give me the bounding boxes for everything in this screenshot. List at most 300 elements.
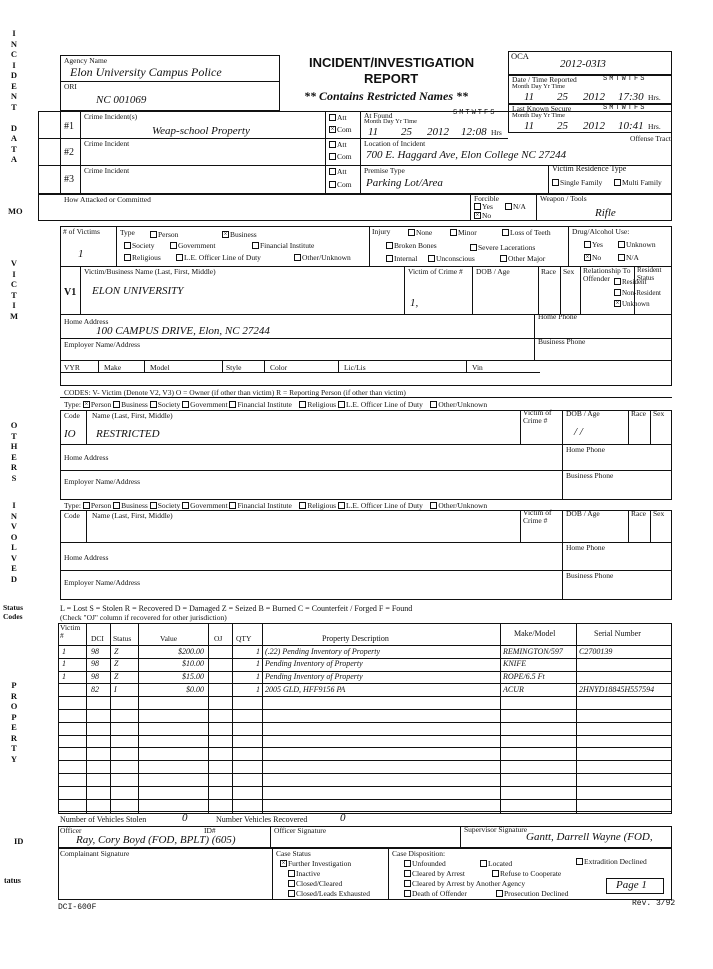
prop-cell-make: REMINGTON/597 bbox=[503, 646, 563, 656]
side-label-status: tatus bbox=[4, 876, 21, 885]
others-section bbox=[60, 410, 672, 500]
injury-teeth-label: Loss of Teeth bbox=[510, 228, 551, 237]
drug-unknown-label: Unknown bbox=[626, 240, 656, 249]
involved-dob-label: DOB / Age bbox=[566, 509, 600, 518]
involved-religious-label: Religious bbox=[307, 501, 337, 510]
crime1-com-label: Com bbox=[337, 125, 352, 134]
involved-government-label: Government bbox=[190, 501, 228, 510]
victim-business-checkbox[interactable]: × bbox=[223, 231, 228, 238]
involved-section bbox=[60, 510, 672, 600]
crime1-att-checkbox[interactable] bbox=[329, 114, 336, 121]
reported-mdy-label: Month Day Yr Time bbox=[512, 83, 566, 90]
weapon-value: Rifle bbox=[595, 207, 616, 219]
prop-header-qty: QTY bbox=[236, 634, 252, 643]
num-victims-label: # of Victims bbox=[63, 227, 100, 236]
victim-line-2 bbox=[60, 314, 672, 315]
victim-rel-col bbox=[580, 266, 581, 314]
injury-lacerations-label: Severe Lacerations bbox=[478, 243, 536, 252]
form-number: DCI-600F bbox=[58, 903, 97, 912]
victim-drug-col bbox=[568, 226, 569, 266]
located-label: Located bbox=[488, 859, 513, 868]
officer-label: Officer bbox=[60, 826, 82, 835]
victim-race-label: Race bbox=[541, 267, 556, 276]
victim-dob-col bbox=[472, 266, 473, 314]
victim-injury-col bbox=[369, 226, 370, 266]
crime2-com-checkbox[interactable] bbox=[329, 153, 336, 160]
victim-religious-label: Religious bbox=[132, 253, 161, 262]
premise-value: Parking Lot/Area bbox=[366, 177, 443, 189]
secure-year: 2012 bbox=[583, 120, 605, 132]
found-day: 25 bbox=[401, 126, 412, 138]
crime3-label: Crime Incident bbox=[84, 166, 130, 175]
property-row-line bbox=[58, 747, 672, 748]
others-dob-label: DOB / Age bbox=[566, 409, 600, 418]
involved-home-label: Home Address bbox=[64, 553, 109, 562]
prop-cell-victim: 1 bbox=[62, 672, 66, 682]
prop-header-desc: Property Description bbox=[322, 634, 389, 643]
side-label-others: O T H E R S bbox=[10, 420, 18, 483]
injury-internal-label: Internal bbox=[394, 254, 418, 263]
prop-header-oj: OJ bbox=[214, 634, 223, 643]
injury-minor-label: Minor bbox=[458, 228, 477, 237]
victim-government-checkbox[interactable] bbox=[170, 242, 177, 249]
victim-le-officer-checkbox[interactable] bbox=[176, 254, 183, 261]
others-le-label: L.E. Officer Line of Duty bbox=[345, 400, 423, 409]
premise-label: Premise Type bbox=[364, 166, 405, 175]
involved-other-checkbox[interactable] bbox=[430, 502, 437, 509]
num-victims-value: 1 bbox=[78, 248, 84, 260]
others-code-label: Code bbox=[64, 411, 80, 420]
crime3-num: #3 bbox=[64, 174, 74, 185]
victim-financial-label: Financial Institute bbox=[260, 241, 315, 250]
resident-unknown-label: Unknown bbox=[622, 300, 650, 308]
injury-minor-checkbox[interactable] bbox=[450, 229, 457, 236]
involved-home-phone-label: Home Phone bbox=[566, 543, 605, 552]
cleared-other-checkbox[interactable] bbox=[404, 880, 411, 887]
supervisor-value: Gantt, Darrell Wayne (FOD, bbox=[526, 831, 653, 843]
others-race-label: Race bbox=[631, 409, 646, 418]
incident-att-col bbox=[325, 111, 326, 194]
prop-cell-dci: 98 bbox=[91, 646, 99, 656]
injury-none-label: None bbox=[416, 228, 433, 237]
crime2-att-label: Att bbox=[337, 140, 347, 149]
forcible-yes-checkbox[interactable] bbox=[474, 203, 481, 210]
victim-crime-value: 1, bbox=[410, 297, 419, 309]
others-le-checkbox[interactable] bbox=[338, 401, 345, 408]
others-home-phone-label: Home Phone bbox=[566, 445, 605, 454]
prop-cell-qty: 1 bbox=[256, 646, 260, 656]
vehicles-recovered-value: 0 bbox=[340, 812, 346, 824]
involved-code-col bbox=[86, 510, 87, 542]
closed-leads-checkbox[interactable] bbox=[288, 890, 295, 897]
non-resident-label: Non-Resident bbox=[622, 289, 661, 297]
others-other-checkbox[interactable] bbox=[430, 401, 437, 408]
secure-month: 11 bbox=[524, 120, 535, 132]
case-status-label: Case Status bbox=[276, 849, 311, 858]
injury-internal-checkbox[interactable] bbox=[386, 255, 393, 262]
others-society-checkbox[interactable] bbox=[150, 401, 157, 408]
others-government-checkbox[interactable] bbox=[182, 401, 189, 408]
forcible-no-label: No bbox=[482, 211, 492, 220]
case-disp-col bbox=[388, 848, 389, 900]
crime1-att-label: Att bbox=[337, 113, 347, 122]
victim-crime-col bbox=[404, 266, 405, 314]
others-financial-checkbox[interactable] bbox=[229, 401, 236, 408]
crime2-num: #2 bbox=[64, 147, 74, 158]
involved-employer-label: Employer Name/Address bbox=[64, 578, 141, 587]
prop-cell-serial: C2700139 bbox=[579, 646, 613, 656]
found-weekday: SMTWTFS bbox=[453, 109, 497, 117]
restricted-notice: ** Contains Restricted Names ** bbox=[304, 89, 469, 103]
victim-type-col bbox=[116, 226, 117, 266]
forcible-label: Forcible bbox=[474, 194, 499, 203]
injury-teeth-checkbox[interactable] bbox=[502, 229, 509, 236]
oca-value: 2012-03I3 bbox=[560, 58, 606, 70]
victim-name-label: Victim/Business Name (Last, First, Middle) bbox=[84, 267, 216, 276]
v1-label: V1 bbox=[64, 287, 77, 298]
others-code-value: IO bbox=[64, 428, 76, 440]
side-label-status-codes: Status Codes bbox=[3, 603, 24, 621]
lic-label: Lic/Lis bbox=[344, 363, 366, 372]
property-row-line bbox=[58, 773, 672, 774]
further-investigation-label: Further Investigation bbox=[288, 859, 352, 868]
others-business-phone-label: Business Phone bbox=[566, 471, 614, 480]
property-row-line bbox=[58, 696, 672, 697]
secure-hrs: Hrs. bbox=[648, 122, 661, 131]
inactive-checkbox[interactable] bbox=[288, 870, 295, 877]
injury-major-label: Other Major bbox=[508, 254, 546, 263]
multi-family-checkbox[interactable] bbox=[614, 179, 621, 186]
injury-lacerations-checkbox[interactable] bbox=[470, 244, 477, 251]
victim-home-value: 100 CAMPUS DRIVE, Elon, NC 27244 bbox=[96, 325, 270, 337]
resident-unknown-checkbox[interactable]: × bbox=[615, 300, 620, 307]
others-religious-checkbox[interactable] bbox=[299, 401, 306, 408]
victim-other-label: Other/Unknown bbox=[302, 253, 351, 262]
make-label: Make bbox=[104, 363, 122, 372]
involved-person-checkbox[interactable] bbox=[83, 502, 90, 509]
others-government-label: Government bbox=[190, 400, 228, 409]
involved-society-checkbox[interactable] bbox=[150, 502, 157, 509]
victim-government-label: Government bbox=[178, 241, 216, 250]
victim-business-phone-label: Business Phone bbox=[538, 337, 586, 346]
non-resident-checkbox[interactable] bbox=[614, 289, 621, 296]
residence-col bbox=[548, 165, 549, 194]
last-secure-label: Last Known Secure bbox=[512, 104, 572, 113]
officer-value: Ray, Cory Boyd (FOD, BPLT) (605) bbox=[76, 834, 236, 846]
victim-relationship-label: Relationship To Offender bbox=[583, 266, 631, 283]
agency-label: Agency Name bbox=[64, 56, 108, 65]
others-name-value: RESTRICTED bbox=[96, 428, 160, 440]
prop-header-value: Value bbox=[160, 634, 178, 643]
others-society-label: Society bbox=[157, 400, 181, 409]
found-mdy-label: Month Day Yr Time bbox=[364, 118, 418, 125]
victim-business-label: Business bbox=[230, 230, 257, 239]
found-year: 2012 bbox=[427, 126, 449, 138]
location-label: Location of Incident bbox=[364, 139, 426, 148]
drug-yes-checkbox[interactable] bbox=[584, 241, 591, 248]
death-checkbox[interactable] bbox=[404, 890, 411, 897]
mo-forcible-col bbox=[470, 194, 471, 221]
others-code-col bbox=[86, 410, 87, 444]
forcible-na-label: N/A bbox=[513, 202, 526, 211]
victim-person-checkbox[interactable] bbox=[150, 231, 157, 238]
cleared-arrest-checkbox[interactable] bbox=[404, 870, 411, 877]
resident-checkbox[interactable] bbox=[614, 278, 621, 285]
reported-year: 2012 bbox=[583, 91, 605, 103]
page-number: Page 1 bbox=[616, 879, 647, 891]
crime1-label: Crime Incident(s) bbox=[84, 112, 138, 121]
inactive-label: Inactive bbox=[296, 869, 321, 878]
side-label-id: ID bbox=[14, 836, 24, 846]
victim-home-label: Home Address bbox=[64, 317, 109, 326]
forcible-no-checkbox[interactable]: × bbox=[475, 212, 480, 219]
ori-label: ORI bbox=[64, 82, 77, 91]
case-status-col bbox=[272, 848, 273, 900]
others-person-label: Person bbox=[90, 400, 112, 409]
prop-cell-value: $15.00 bbox=[182, 672, 204, 682]
prop-cell-qty: 1 bbox=[256, 672, 260, 682]
prop-cell-victim: 1 bbox=[62, 659, 66, 669]
weapon-label: Weapon / Tools bbox=[540, 194, 587, 203]
style-label: Style bbox=[226, 363, 242, 372]
prop-header-serial: Serial Number bbox=[594, 629, 641, 638]
prop-cell-status: I bbox=[114, 684, 117, 694]
victim-sex-col bbox=[560, 266, 561, 314]
located-checkbox[interactable] bbox=[480, 860, 487, 867]
involved-society-label: Society bbox=[157, 501, 181, 510]
others-person-checkbox[interactable]: × bbox=[84, 401, 89, 408]
victim-religious-checkbox[interactable] bbox=[124, 254, 131, 261]
others-codes-line: CODES: V- Victim (Denote V2, V3) O = Owner (if other than victim) R = Reporting Person (if other than victim) bbox=[64, 388, 406, 397]
found-month: 11 bbox=[368, 126, 379, 138]
side-label-victim: V I C T I M bbox=[9, 258, 19, 321]
injury-unconscious-label: Unconscious bbox=[436, 254, 475, 263]
ori-value: NC 001069 bbox=[96, 94, 147, 106]
mo-weapon-col bbox=[536, 194, 537, 221]
further-investigation-checkbox[interactable]: × bbox=[281, 860, 286, 867]
single-family-label: Single Family bbox=[560, 178, 603, 187]
cleared-arrest-label: Cleared by Arrest bbox=[412, 869, 465, 878]
others-crime-label: Victim of Crime # bbox=[523, 408, 552, 425]
resident-label: Resident bbox=[622, 278, 647, 286]
reported-time: 17:30 bbox=[618, 91, 644, 103]
model-label: Model bbox=[150, 363, 170, 372]
offense-tract-label: Offense Tract bbox=[630, 134, 671, 143]
prop-cell-victim: 1 bbox=[62, 646, 66, 656]
others-home-label: Home Address bbox=[64, 453, 109, 462]
cleared-other-label: Cleared by Arrest by Another Agency bbox=[412, 879, 526, 888]
prop-cell-status: Z bbox=[114, 672, 119, 682]
involved-race-label: Race bbox=[631, 509, 646, 518]
multi-family-label: Multi Family bbox=[622, 178, 662, 187]
others-dob-value: / / bbox=[574, 426, 583, 438]
closed-cleared-label: Closed/Cleared bbox=[296, 879, 343, 888]
crime3-att-checkbox[interactable] bbox=[329, 168, 336, 175]
others-business-label: Business bbox=[121, 400, 148, 409]
prop-cell-make: KNIFE bbox=[503, 659, 527, 669]
reported-weekday: SMTWTFS bbox=[603, 75, 647, 83]
prop-cell-make: ACUR bbox=[503, 684, 524, 694]
others-race-col bbox=[628, 410, 629, 444]
involved-person-label: Person bbox=[90, 501, 112, 510]
incident-crime-col bbox=[80, 111, 81, 194]
involved-religious-checkbox[interactable] bbox=[299, 502, 306, 509]
injury-major-checkbox[interactable] bbox=[500, 255, 507, 262]
forcible-na-checkbox[interactable] bbox=[505, 203, 512, 210]
drug-unknown-checkbox[interactable] bbox=[618, 241, 625, 248]
property-row-line bbox=[58, 722, 672, 723]
location-value: 700 E. Haggard Ave, Elon College NC 27244 bbox=[366, 149, 567, 161]
crime1-value: Weap-school Property bbox=[152, 125, 250, 137]
color-divider bbox=[338, 360, 339, 372]
at-found-label: At Found bbox=[364, 111, 393, 120]
refuse-checkbox[interactable] bbox=[492, 870, 499, 877]
others-crime-col bbox=[520, 410, 521, 444]
vin-label: Vin bbox=[472, 363, 483, 372]
victim-le-officer-label: L.E. Officer Line of Duty bbox=[184, 253, 261, 262]
victim-society-checkbox[interactable] bbox=[124, 242, 131, 249]
drug-no-checkbox[interactable]: × bbox=[585, 254, 590, 261]
prop-cell-dci: 82 bbox=[91, 684, 99, 694]
incident-num-col bbox=[60, 111, 61, 194]
secure-weekday: SMTWTFS bbox=[603, 104, 647, 112]
involved-government-checkbox[interactable] bbox=[182, 502, 189, 509]
complainant-label: Complainant Signature bbox=[60, 849, 130, 858]
supervisor-label: Supervisor Signature bbox=[464, 825, 528, 834]
resident-status-label: Resident Status bbox=[637, 266, 662, 282]
crime1-num: #1 bbox=[64, 121, 74, 132]
drug-na-checkbox[interactable] bbox=[618, 254, 625, 261]
victim-other-checkbox[interactable] bbox=[294, 254, 301, 261]
side-label-mo: MO bbox=[8, 206, 23, 216]
prop-cell-value: $0.00 bbox=[186, 684, 204, 694]
unfounded-label: Unfounded bbox=[412, 859, 446, 868]
property-row-line bbox=[58, 786, 672, 787]
unfounded-checkbox[interactable] bbox=[404, 860, 411, 867]
attacked-label: How Attacked or Committed bbox=[64, 195, 151, 204]
prop-cell-desc: Pending Inventory of Property bbox=[265, 659, 363, 669]
others-financial-label: Financial Institute bbox=[237, 400, 292, 409]
refuse-label: Refuse to Cooperate bbox=[500, 869, 562, 878]
drug-yes-label: Yes bbox=[592, 240, 603, 249]
extradition-checkbox[interactable] bbox=[576, 858, 583, 865]
prop-cell-serial: 2HNYD18845H557594 bbox=[579, 684, 655, 694]
prop-cell-make: ROPE/6.5 Ft bbox=[503, 672, 545, 682]
involved-type-label: Type: bbox=[64, 501, 81, 510]
victim-type-label: Type bbox=[120, 228, 135, 237]
drug-no-label: No bbox=[592, 253, 602, 262]
prop-col-make bbox=[500, 623, 501, 814]
victim-person-label: Person bbox=[158, 230, 179, 239]
status-codes-note: (Check "OJ" column if recovered for other jurisdiction) bbox=[60, 613, 227, 622]
prop-cell-qty: 1 bbox=[256, 659, 260, 669]
injury-label: Injury bbox=[372, 227, 391, 236]
supervisor-col bbox=[460, 826, 461, 848]
report-title-2: REPORT bbox=[364, 71, 419, 86]
death-label: Death of Offender bbox=[412, 889, 467, 898]
victim-phone-col bbox=[534, 314, 535, 360]
others-line-0 bbox=[60, 397, 672, 398]
closed-leads-label: Closed/Leads Exhausted bbox=[296, 889, 370, 898]
crime3-att-label: Att bbox=[337, 167, 347, 176]
ori-box bbox=[60, 81, 280, 111]
drug-label: Drug/Alcohol Use: bbox=[572, 227, 630, 236]
property-row-line bbox=[58, 735, 672, 736]
prop-col-qty bbox=[232, 623, 233, 814]
side-label-involved: I N V O L V E D bbox=[10, 500, 18, 584]
injury-unconscious-checkbox[interactable] bbox=[428, 255, 435, 262]
victim-name-value: ELON UNIVERSITY bbox=[92, 285, 184, 297]
forcible-yes-label: Yes bbox=[482, 202, 493, 211]
prop-cell-dci: 98 bbox=[91, 659, 99, 669]
prop-col-oj bbox=[208, 623, 209, 814]
crime2-att-checkbox[interactable] bbox=[329, 141, 336, 148]
prop-cell-desc: 2005 GLD, HFF9156 PA bbox=[265, 684, 346, 694]
reported-hrs: Hrs. bbox=[648, 93, 661, 102]
prop-header-dci: DCI bbox=[91, 634, 104, 643]
involved-other-label: Other/Unknown bbox=[438, 501, 488, 510]
oca-label: OCA bbox=[511, 51, 529, 61]
v1-col bbox=[80, 266, 81, 314]
victim-financial-checkbox[interactable] bbox=[252, 242, 259, 249]
prop-cell-dci: 98 bbox=[91, 672, 99, 682]
found-time: 12:08 bbox=[461, 126, 487, 138]
color-label: Color bbox=[270, 363, 288, 372]
prop-header-status: Status bbox=[113, 634, 132, 643]
victim-sex-label: Sex bbox=[563, 267, 575, 276]
officer-id-label: ID# bbox=[204, 826, 216, 835]
prop-col-value bbox=[138, 623, 139, 814]
side-label-incident-data: I N C I D E N T D A T A bbox=[10, 28, 18, 164]
involved-le-checkbox[interactable] bbox=[338, 502, 345, 509]
others-business-checkbox[interactable] bbox=[113, 401, 120, 408]
crime3-com-label: Com bbox=[337, 180, 352, 189]
agency-name: Elon University Campus Police bbox=[70, 65, 222, 79]
involved-name-label: Name (Last, First, Middle) bbox=[92, 511, 173, 520]
vehicle-bottom bbox=[60, 372, 540, 373]
property-row-line bbox=[58, 760, 672, 761]
lic-divider bbox=[466, 360, 467, 372]
involved-business-checkbox[interactable] bbox=[113, 502, 120, 509]
involved-business-label: Business bbox=[121, 501, 148, 510]
reported-day: 25 bbox=[557, 91, 568, 103]
prosecution-checkbox[interactable] bbox=[496, 890, 503, 897]
involved-financial-checkbox[interactable] bbox=[229, 502, 236, 509]
single-family-checkbox[interactable] bbox=[552, 179, 559, 186]
victim-line-4 bbox=[60, 360, 672, 361]
officer-signature-label: Officer Signature bbox=[274, 826, 327, 835]
closed-cleared-checkbox[interactable] bbox=[288, 880, 295, 887]
crime1-com-checkbox[interactable]: × bbox=[330, 126, 335, 133]
injury-none-checkbox[interactable] bbox=[408, 229, 415, 236]
others-religious-label: Religious bbox=[307, 400, 337, 409]
victim-society-label: Society bbox=[132, 241, 155, 250]
vyr-label: VYR bbox=[64, 363, 80, 372]
victim-employer-label: Employer Name/Address bbox=[64, 340, 141, 349]
status-codes-line: L = Lost S = Stolen R = Recovered D = Damaged Z = Seized B = Burned C = Counterfeit / Forged F = Found bbox=[60, 604, 413, 613]
injury-bones-checkbox[interactable] bbox=[386, 242, 393, 249]
victim-home-phone-label: Home Phone bbox=[538, 312, 577, 321]
incident-loc-col bbox=[360, 111, 361, 194]
crime3-com-checkbox[interactable] bbox=[329, 181, 336, 188]
involved-financial-label: Financial Institute bbox=[237, 501, 292, 510]
involved-race-col bbox=[628, 510, 629, 542]
report-title: INCIDENT/INVESTIGATION bbox=[309, 55, 475, 70]
prop-header-victim: Victim # bbox=[60, 623, 81, 640]
secure-day: 25 bbox=[557, 120, 568, 132]
others-name-label: Name (Last, First, Middle) bbox=[92, 411, 173, 420]
prop-col-serial bbox=[576, 623, 577, 814]
